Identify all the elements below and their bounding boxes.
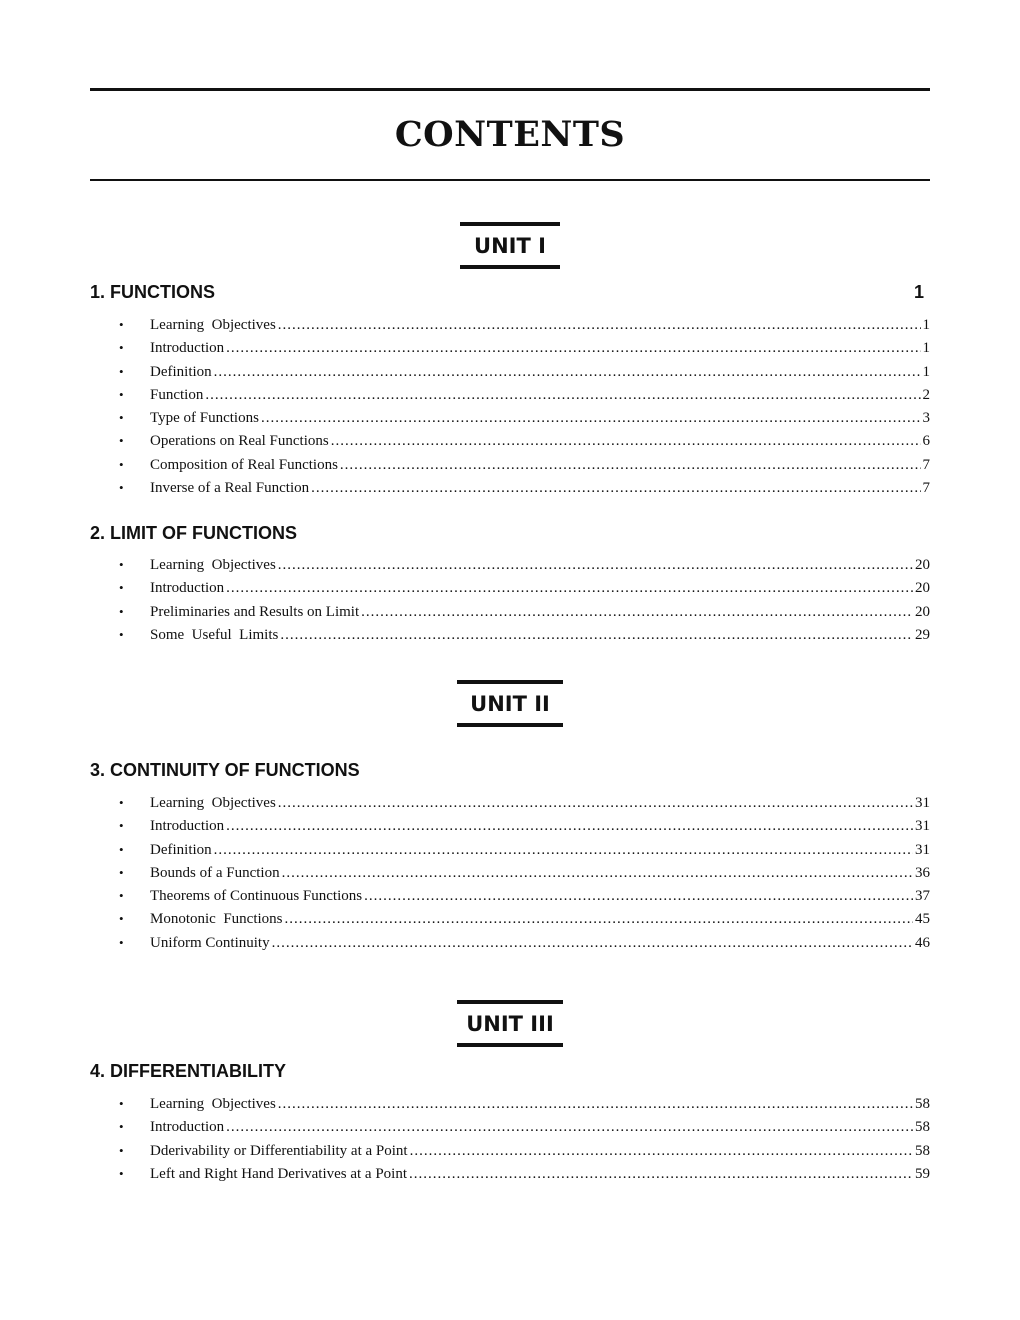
toc-entry-page: 20 — [915, 557, 930, 573]
toc-entry-label: Learning Objectives — [150, 557, 276, 573]
toc-entry-page: 58 — [915, 1096, 930, 1112]
toc-entry[interactable] — [90, 884, 930, 907]
toc-entry-page: 1 — [922, 340, 930, 357]
toc-entry[interactable] — [90, 313, 930, 336]
dot-leader — [409, 1163, 913, 1186]
dot-leader — [272, 932, 913, 955]
toc-entry-label: Uniform Continuity — [150, 934, 270, 951]
toc-entry[interactable] — [90, 838, 930, 861]
bullet-icon: • — [119, 456, 124, 472]
toc-entry-page: 20 — [915, 603, 930, 620]
bullet-icon: • — [119, 626, 124, 642]
toc-entry-label: Definition — [150, 841, 212, 858]
dot-leader — [261, 407, 921, 430]
chapter-title: 1. FUNCTIONS — [90, 282, 216, 302]
toc-entry-page: 37 — [915, 888, 930, 905]
toc-entry-label: Inverse of a Real Function — [150, 480, 310, 497]
bullet-icon: • — [119, 1096, 124, 1111]
toc-entry-page: 3 — [922, 410, 930, 427]
chapter-heading-3 — [90, 758, 930, 782]
toc-entry[interactable] — [90, 907, 930, 930]
toc-entry-label: Bounds of a Function — [150, 864, 280, 881]
dot-leader — [226, 577, 913, 600]
toc-entry[interactable] — [90, 931, 930, 954]
toc-entry-label: Some Useful Limits — [150, 626, 279, 643]
bullet-icon: • — [119, 1142, 124, 1158]
bullet-icon: • — [119, 363, 124, 379]
bullet-icon: • — [119, 410, 124, 426]
toc-entry-page: 1 — [922, 317, 930, 333]
toc-entry-page: 31 — [915, 818, 930, 835]
toc-entry-label: Composition of Real Functions — [150, 456, 338, 473]
toc-entry[interactable] — [90, 553, 930, 576]
toc-entry-label: Type of Functions — [150, 410, 259, 427]
toc-entry[interactable] — [90, 336, 930, 359]
page-title: CONTENTS — [394, 114, 626, 155]
toc-entry-page: 46 — [915, 934, 930, 951]
toc-entry-label: Introduction — [150, 580, 225, 597]
bullet-icon: • — [119, 340, 124, 356]
toc-entry-page: 36 — [915, 864, 930, 881]
toc-entry[interactable] — [90, 453, 930, 476]
top-rule — [90, 88, 930, 91]
toc-entry[interactable] — [90, 1115, 930, 1138]
dot-leader — [410, 1140, 913, 1163]
chapter-heading-2 — [90, 521, 930, 545]
dot-leader — [285, 908, 913, 931]
dot-leader — [311, 477, 920, 500]
bullet-icon: • — [119, 1165, 124, 1181]
chapter-heading-1 — [90, 280, 930, 304]
toc-entry[interactable] — [90, 383, 930, 406]
dot-leader — [278, 314, 921, 337]
dot-leader — [226, 337, 920, 360]
unit-heading-3: UNIT III — [457, 1000, 563, 1047]
dot-leader — [282, 862, 913, 885]
chapter-4-topics — [90, 1092, 930, 1185]
chapter-2-topics — [90, 553, 930, 646]
dot-leader — [340, 454, 921, 477]
toc-entry-label: Introduction — [150, 1119, 225, 1136]
bullet-icon: • — [119, 888, 124, 904]
dot-leader — [214, 839, 913, 862]
dot-leader — [226, 815, 913, 838]
bullet-icon: • — [119, 603, 124, 619]
toc-entry-label: Definition — [150, 363, 212, 380]
toc-entry-page: 58 — [915, 1119, 930, 1136]
bullet-icon: • — [119, 386, 124, 402]
toc-entry-label: Preliminaries and Results on Limit — [150, 603, 360, 620]
dot-leader — [278, 554, 913, 577]
chapter-page: 1 — [913, 282, 924, 302]
dot-leader — [361, 601, 913, 624]
toc-entry-label: Function — [150, 386, 204, 403]
dot-leader — [280, 624, 913, 647]
toc-entry-page: 59 — [915, 1165, 930, 1182]
toc-entry-label: Dderivability or Differentiability at a Point — [150, 1142, 408, 1159]
bullet-icon: • — [119, 433, 124, 449]
toc-entry-page: 2 — [922, 386, 930, 403]
dot-leader — [214, 361, 921, 384]
dot-leader — [205, 384, 920, 407]
bullet-icon: • — [119, 317, 124, 332]
bullet-icon: • — [119, 934, 124, 950]
dot-leader — [331, 430, 921, 453]
bullet-icon: • — [119, 795, 124, 810]
chapter-title: 4. DIFFERENTIABILITY — [90, 1061, 287, 1081]
toc-entry-label: Operations on Real Functions — [150, 433, 329, 450]
toc-entry-page: 7 — [922, 480, 930, 497]
toc-entry[interactable] — [90, 814, 930, 837]
chapter-1-topics — [90, 313, 930, 499]
toc-entry-page: 29 — [915, 626, 930, 643]
toc-entry[interactable] — [90, 406, 930, 429]
toc-entry[interactable] — [90, 576, 930, 599]
bullet-icon: • — [119, 557, 124, 572]
toc-entry[interactable] — [90, 1092, 930, 1115]
bullet-icon: • — [119, 1119, 124, 1135]
bullet-icon: • — [119, 818, 124, 834]
toc-entry[interactable] — [90, 861, 930, 884]
toc-entry[interactable] — [90, 1139, 930, 1162]
toc-entry-label: Introduction — [150, 340, 225, 357]
toc-entry-label: Left and Right Hand Derivatives at a Point — [150, 1165, 408, 1182]
toc-entry[interactable] — [90, 600, 930, 623]
dot-leader — [226, 1116, 913, 1139]
chapter-3-topics — [90, 791, 930, 954]
toc-entry-page: 6 — [922, 433, 930, 450]
bullet-icon: • — [119, 911, 124, 927]
toc-entry[interactable] — [90, 429, 930, 452]
toc-entry-label: Theorems of Continuous Functions — [150, 888, 363, 905]
bullet-icon: • — [119, 580, 124, 596]
toc-entry-page: 1 — [922, 363, 930, 380]
toc-entry-label: Learning Objectives — [150, 317, 276, 333]
toc-entry-page: 7 — [922, 456, 930, 473]
bullet-icon: • — [119, 480, 124, 496]
toc-entry-page: 31 — [915, 841, 930, 858]
toc-entry[interactable] — [90, 1162, 930, 1185]
toc-entry-label: Learning Objectives — [150, 795, 276, 811]
chapter-title: 3. CONTINUITY OF FUNCTIONS — [90, 760, 360, 780]
toc-entry-page: 45 — [915, 911, 930, 928]
unit-heading-2: UNIT II — [457, 680, 563, 727]
toc-entry[interactable] — [90, 360, 930, 383]
bullet-icon: • — [119, 841, 124, 857]
dot-leader — [278, 792, 913, 815]
toc-entry[interactable] — [90, 791, 930, 814]
chapter-heading-4 — [90, 1059, 930, 1083]
chapter-title: 2. LIMIT OF FUNCTIONS — [90, 523, 297, 543]
toc-entry-label: Introduction — [150, 818, 225, 835]
toc-entry[interactable] — [90, 476, 930, 499]
unit-heading-1: UNIT I — [460, 222, 560, 269]
dot-leader — [278, 1093, 913, 1116]
toc-entry-label: Monotonic Functions — [150, 911, 283, 928]
dot-leader — [364, 885, 913, 908]
bullet-icon: • — [119, 864, 124, 880]
toc-entry-label: Learning Objectives — [150, 1096, 276, 1112]
toc-entry[interactable] — [90, 623, 930, 646]
toc-entry-page: 58 — [915, 1142, 930, 1159]
toc-entry-page: 31 — [915, 795, 930, 811]
toc-entry-page: 20 — [915, 580, 930, 597]
title-bottom-rule — [90, 179, 930, 181]
